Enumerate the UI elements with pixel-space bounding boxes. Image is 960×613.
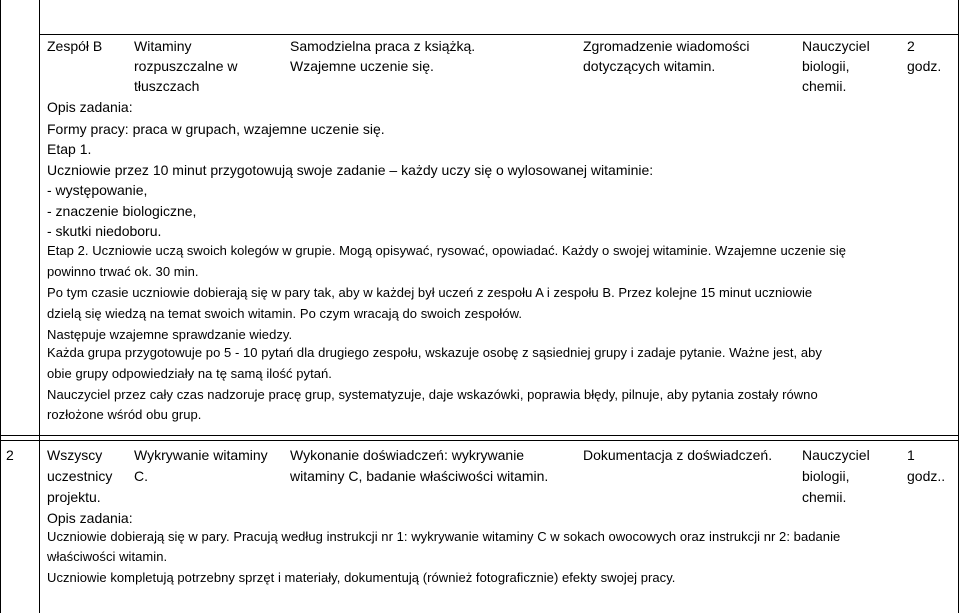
description-line: Uczniowie kompletują potrzebny sprzęt i materiały, dokumentują (również fotograficznie) efekty swojej pracy. bbox=[47, 570, 676, 585]
time-line: godz.. bbox=[907, 468, 946, 484]
table-right-border bbox=[958, 0, 959, 613]
description-line: Następuje wzajemne sprawdzanie wiedzy. bbox=[47, 327, 293, 342]
description-line: Każda grupa przygotowuje po 5 - 10 pytań dla drugiego zespołu, wskazuje osobę z sąsiedniej grupy i zadaje pytanie. Ważne jest, aby bbox=[47, 345, 822, 360]
row-number: 2 bbox=[6, 447, 14, 463]
teacher-line: chemii. bbox=[802, 78, 847, 94]
teacher-line: chemii. bbox=[802, 489, 847, 505]
description-line: rozłożone wśród obu grup. bbox=[47, 407, 202, 422]
teacher-line: biologii, bbox=[802, 468, 850, 484]
participants-line: Wszyscy bbox=[47, 447, 103, 463]
description-line: obie grupy odpowiedziały na tę samą ilość pytań. bbox=[47, 366, 332, 381]
description-line: - występowanie, bbox=[47, 182, 148, 198]
description-line: Etap 2. Uczniowie uczą swoich kolegów w grupie. Mogą opisywać, rysować, opowiadać. Każdy o swojej witaminie. Wzajemne uczenie się bbox=[47, 243, 847, 258]
table-left-border bbox=[0, 0, 1, 613]
description-line: - znaczenie biologiczne, bbox=[47, 203, 197, 219]
column-divider bbox=[39, 0, 40, 613]
row-top-border bbox=[39, 34, 959, 35]
topic-line: Wykrywanie witaminy bbox=[134, 447, 268, 463]
method-line: witaminy C, badanie właściwości witamin. bbox=[290, 468, 549, 484]
goal-cell-2: Dokumentacja z doświadczeń. bbox=[583, 447, 773, 463]
description-line: Uczniowie dobierają się w pary. Pracują według instrukcji nr 1: wykrywanie witaminy C w sokach owocowych oraz instrukcji nr 2: badanie bbox=[47, 529, 841, 544]
description-line: Uczniowie przez 10 minut przygotowują swoje zadanie – każdy uczy się o wylosowanej witaminie: bbox=[47, 162, 654, 178]
topic-line: rozpuszczalne w bbox=[134, 58, 238, 74]
row-separator bbox=[0, 435, 959, 436]
description-line: właściwości witamin. bbox=[47, 549, 168, 564]
topic-line: Witaminy bbox=[134, 38, 192, 54]
description-line: Po tym czasie uczniowie dobierają się w pary tak, aby w każdej był uczeń z zespołu A i zespołu B. Przez kolejne 15 minut uczniowie bbox=[47, 285, 813, 300]
topic-line: tłuszczach bbox=[134, 78, 200, 94]
participants-line: uczestnicy bbox=[47, 468, 113, 484]
description-line: dzielą się wiedzą na temat swoich witamin. Po czym wracają do swoich zespołów. bbox=[47, 306, 522, 321]
row-separator-bottom bbox=[0, 440, 959, 441]
method-line: Samodzielna praca z książką. bbox=[290, 38, 476, 54]
description-line: Nauczyciel przez cały czas nadzoruje pracę grup, systematyzuje, daje wskazówki, poprawia błędy, pilnuje, aby pytania zostały równo bbox=[47, 387, 818, 402]
goal-line: Zgromadzenie wiadomości bbox=[583, 38, 750, 54]
time-line: 2 bbox=[907, 38, 915, 54]
goal-line: dotyczących witamin. bbox=[583, 58, 716, 74]
time-line: 1 bbox=[907, 447, 915, 463]
topic-line: C. bbox=[134, 468, 148, 484]
teacher-line: biologii, bbox=[802, 58, 850, 74]
description-line: - skutki niedoboru. bbox=[47, 223, 162, 239]
description-line: Etap 1. bbox=[47, 141, 92, 157]
description-line: Formy pracy: praca w grupach, wzajemne uczenie się. bbox=[47, 121, 385, 137]
participants-line: projektu. bbox=[47, 489, 101, 505]
teacher-line: Nauczyciel bbox=[802, 447, 870, 463]
method-line: Wzajemne uczenie się. bbox=[290, 58, 434, 74]
description-line: powinno trwać ok. 30 min. bbox=[47, 264, 199, 279]
teacher-line: Nauczyciel bbox=[802, 38, 870, 54]
description-label: Opis zadania: bbox=[47, 99, 133, 115]
description-label: Opis zadania: bbox=[47, 510, 133, 526]
time-line: godz. bbox=[907, 58, 942, 74]
team-cell: Zespół B bbox=[47, 38, 103, 54]
method-line: Wykonanie doświadczeń: wykrywanie bbox=[290, 447, 525, 463]
